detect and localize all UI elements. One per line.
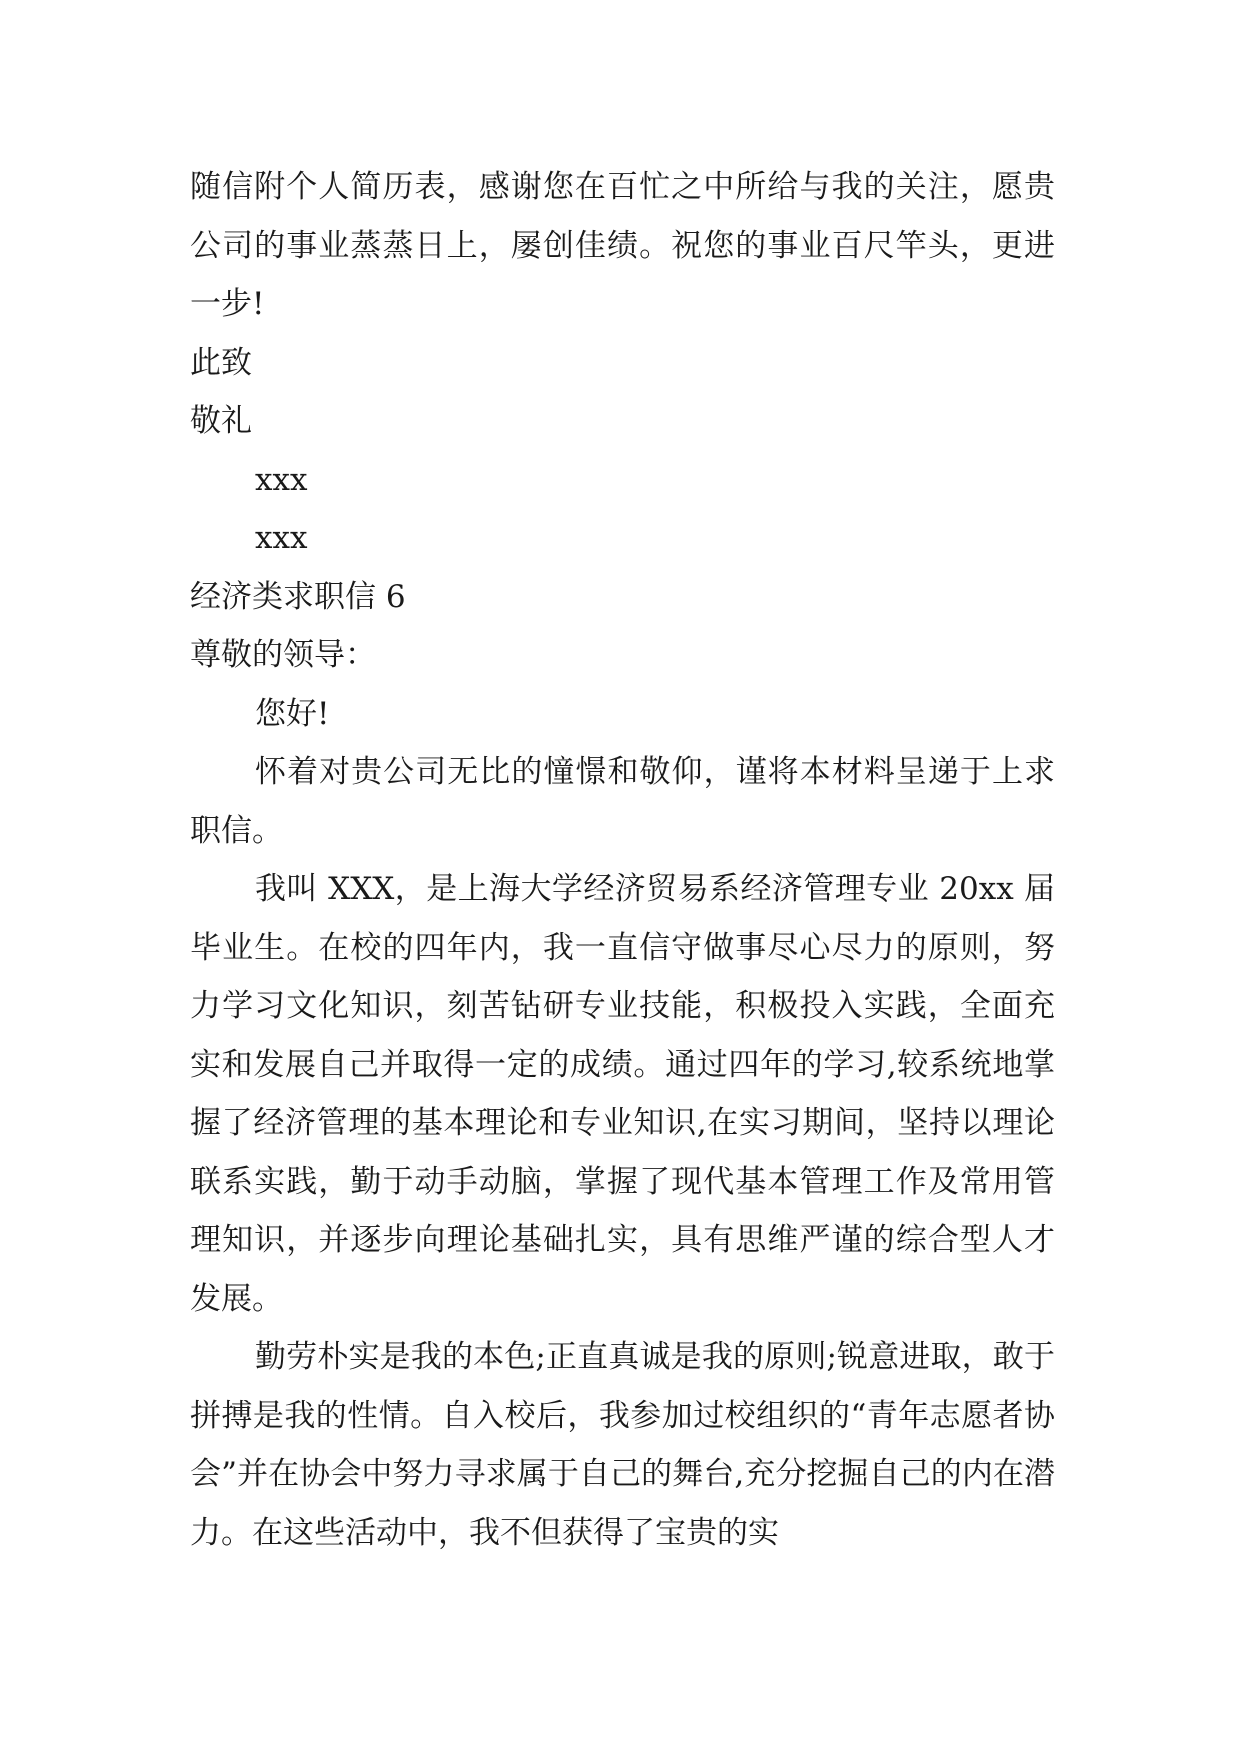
body-paragraph-education: 我叫 XXX，是上海大学经济贸易系经济管理专业 20xx 届毕业生。在校的四年内，我一直信守做事尽心尽力的原则，努力学习文化知识，刻苦钻研专业技能，积极投入实践，全面充实和发展自己并取得一定的成绩。通过四年的学习,较系统地掌握了经济管理的基本理论和专业知识,在实习期间，坚持以理论联系实践，勤于动手动脑，掌握了现代基本管理工作及常用管理知识，并逐步向理论基础扎实，具有思维严谨的综合型人才发展。 <box>190 871 1055 1317</box>
section-title: 经济类求职信 6 <box>190 578 406 615</box>
hello-line: 您好! <box>255 695 330 732</box>
body-paragraph-character: 勤劳朴实是我的本色;正直真诚是我的原则;锐意进取，敢于拼搏是我的性情。自入校后，我参加过校组织的“青年志愿者协会”并在协会中努力寻求属于自己的舞台,充分挖掘自己的内在潜力。在这些活动中，我不但获得了宝贵的实 <box>190 1339 1055 1551</box>
closing-salutation-2: 敬礼 <box>190 403 252 439</box>
body-paragraph-intro: 怀着对贵公司无比的憧憬和敬仰，谨将本材料呈递于上求职信。 <box>190 754 1055 849</box>
closing-salutation-1: 此致 <box>190 344 252 381</box>
signature-name: xxx <box>255 461 308 498</box>
greeting: 尊敬的领导： <box>190 637 376 673</box>
closing-paragraph: 随信附个人简历表，感谢您在百忙之中所给与我的关注，愿贵公司的事业蒸蒸日上，屡创佳绩。祝您的事业百尺竿头，更进一步! <box>190 169 1055 322</box>
signature-date: xxx <box>255 520 308 556</box>
letter-body <box>190 158 1055 1562</box>
